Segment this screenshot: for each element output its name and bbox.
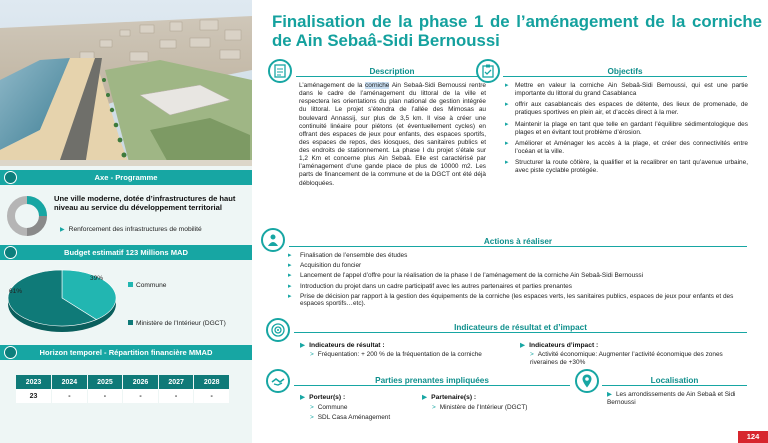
indicateurs-resultat-label: ▶ Indicateurs de résultat :: [300, 342, 385, 349]
team-icon: [261, 228, 285, 252]
year-cell: 2028: [194, 375, 230, 389]
objectifs-header: Objectifs: [503, 66, 747, 77]
indicateurs-header: Indicateurs de résultat et d’impact: [294, 322, 747, 333]
chevron-right-icon: >: [310, 351, 314, 358]
actions-list: [288, 252, 748, 311]
description-header: Description: [296, 66, 488, 77]
chevron-right-icon: >: [310, 414, 314, 421]
horizon-header: Horizon temporel - Répartition financière MMAD: [0, 345, 252, 360]
arrow-icon: ▶: [60, 227, 65, 233]
year-cell: 2025: [87, 375, 123, 389]
value-cell: -: [52, 389, 88, 403]
year-cell: 2024: [52, 375, 88, 389]
axe-programme-header: Axe - Programme: [0, 170, 252, 185]
legend-ministere: Ministère de l’Intérieur (DGCT): [128, 320, 226, 327]
value-cell: -: [158, 389, 194, 403]
chevron-right-icon: >: [310, 404, 314, 411]
arrow-icon: ▶: [422, 394, 428, 401]
map-pin-icon: [575, 369, 599, 393]
partenaire-item: > Ministère de l’Intérieur (DGCT): [432, 404, 528, 411]
coins-icon: [4, 246, 17, 259]
arrow-icon: ▶: [300, 342, 306, 349]
progress-donut-icon: [5, 194, 49, 238]
page-title: Finalisation de la phase 1 de l’aménagement de la corniche de Ain Sebaâ-Sidi Bernoussi: [272, 12, 762, 50]
target-icon: [266, 318, 290, 342]
value-cell: -: [87, 389, 123, 403]
porteurs-label: ▶ Porteur(s) :: [300, 394, 346, 401]
handshake-icon: [266, 369, 290, 393]
indicateur-resultat-item: > Fréquentation: + 200 % de la fréquentation de la corniche: [310, 351, 482, 358]
values-row: [16, 389, 230, 403]
chevron-right-icon: >: [530, 351, 534, 358]
horizon-table: [16, 375, 230, 403]
chevron-right-icon: >: [432, 404, 436, 411]
list-item: ▸ Introduction du projet dans un cadre participatif avec les autres partenaires et parties prenantes: [288, 283, 748, 291]
value-cell: -: [194, 389, 230, 403]
arrow-icon: ▶: [607, 391, 612, 398]
year-cell: 2026: [123, 375, 159, 389]
document-icon: [268, 59, 292, 83]
budget-pie-chart: [4, 262, 124, 338]
pie-label-commune: 39%: [90, 275, 104, 282]
clock-icon: [4, 346, 17, 359]
highlighted-word: corniche: [365, 82, 390, 89]
indicateur-impact-item: > Activité économique: Augmenter l’activité économique des zones riveraines de +30%: [530, 351, 723, 366]
list-item: ▸ Améliorer et Aménager les accès à la plage, et créer des connectivités entre l’océan et la ville.: [505, 140, 748, 156]
legend-swatch: [128, 282, 133, 287]
list-item: ▸ Lancement de l’appel d’offre pour la réalisation de la phase I de l’aménagement de la corniche Ain Sebaâ-Sidi Bernoussi: [288, 272, 748, 280]
value-cell: -: [123, 389, 159, 403]
list-item: ▸ offrir aux casablancais des espaces de détente, des lieux de promenade, de pratiques sportives en plein air, et d’accès direct à la mer.: [505, 101, 748, 117]
year-cell: 2023: [16, 375, 52, 389]
page-number: 124: [738, 431, 768, 443]
arrow-icon: ▶: [300, 394, 306, 401]
porteur-item: > SDL Casa Aménagement: [310, 414, 391, 421]
arrow-icon: ▶: [520, 342, 526, 349]
axe-title: Une ville moderne, dotée d’infrastructures de haut niveau au service du développement territorial: [54, 194, 236, 212]
legend-commune: Commune: [128, 282, 166, 289]
porteur-item: > Commune: [310, 404, 348, 411]
localisation-item: ▶ Les arrondissements de Ain Sebaâ et Sidi Bernoussi: [607, 391, 736, 406]
corniche-aerial-photo: [0, 0, 252, 166]
value-cell: 23: [16, 389, 52, 403]
actions-header: Actions à réaliser: [289, 236, 747, 247]
objectifs-list: [505, 82, 748, 179]
list-item: ▸ Prise de décision par rapport à la gestion des équipements de la corniche (les espaces verts, les sanitaires publics, espaces de jeux pour enfants et des espaces sportifs…etc).: [288, 293, 748, 308]
axe-bullet: ▶ Renforcement des infrastructures de mobilité: [60, 226, 202, 233]
list-item: ▸ Finalisation de l’ensemble des études: [288, 252, 748, 260]
legend-swatch: [128, 320, 133, 325]
list-item: ▸ Acquisition du foncier: [288, 262, 748, 270]
description-text: L’aménagement de la corniche Ain Sebaâ-Sidi Bernoussi rentre dans le cadre de l’aménagement du littoral de la ville et respectera les orientations du plan national de gestion intégrée du littoral. Le projet s’étendra de l’allée des Mimosas au boulevard Annassij, sur plus de 3,5 km. Il vise à créer une continuité linéaire pour piétons (et éventuellement cycles) en offrant des espaces de jeux pour enfants, des espaces sportifs, des espaces de repos, des kiosques, des sanitaires publics et des endroits de stationnement. La phase I du projet s’étale sur 1,2 Km et concerne plus Ain Sebaâ. Elle est caractérisé par l’aménagement d’une gande place de plus de 10000 m2. Les parts de financement de la commune et de la DGCT ont été déjà débloquées.: [299, 82, 486, 187]
clipboard-check-icon: [476, 59, 500, 83]
list-item: ▸ Maintenir la plage en tant que telle en gardant l’équilibre sédimentologique des plages et en évitant tout problème d’érosion.: [505, 121, 748, 137]
budget-header: Budget estimatif 123 Millions MAD: [0, 245, 252, 260]
years-row: [16, 375, 230, 389]
partenaires-label: ▶ Partenaire(s) :: [422, 394, 477, 401]
parties-prenantes-header: Parties prenantes impliquées: [294, 375, 570, 386]
list-item: ▸ Mettre en valeur la corniche Ain Sebaâ-Sidi Bernoussi, qui est une partie importante du littoral du grand Casablanca: [505, 82, 748, 98]
indicateurs-impact-label: ▶ Indicateurs d’impact :: [520, 342, 599, 349]
list-item: ▸ Structurer la route côtière, la qualifier et la recalibrer en tant qu’avenue urbaine, avec piste cyclable protégée.: [505, 159, 748, 175]
localisation-header: Localisation: [602, 375, 747, 386]
pie-label-ministere: 61%: [9, 288, 23, 295]
year-cell: 2027: [158, 375, 194, 389]
left-panel: [0, 0, 252, 443]
target-icon: [4, 171, 17, 184]
